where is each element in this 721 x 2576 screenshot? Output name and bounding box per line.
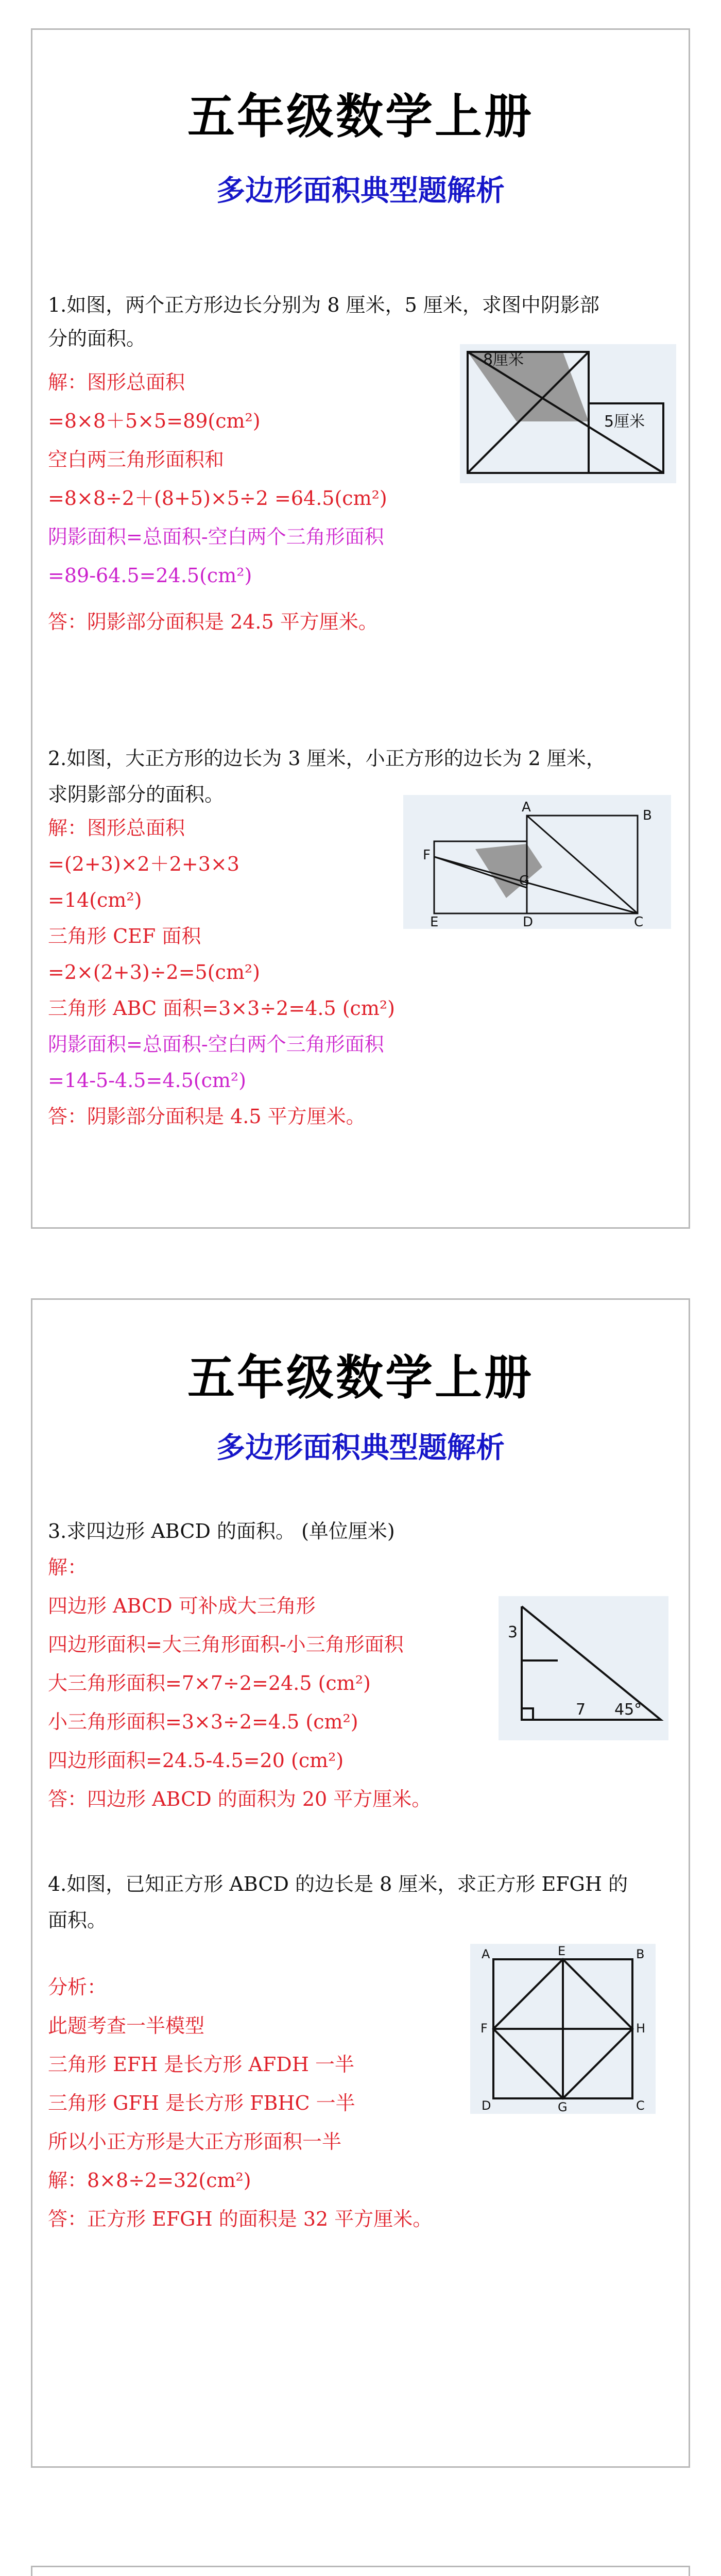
solution-line: 空白两三角形面积和	[48, 448, 225, 471]
solution-line: =89-64.5=24.5(cm²)	[48, 564, 252, 587]
solution-line: 阴影面积=总面积-空白两个三角形面积	[48, 1033, 384, 1056]
figure-label: B	[636, 1947, 645, 1961]
figure-label: F	[423, 848, 431, 863]
problem-1-question: 分的面积。	[48, 327, 146, 350]
solution-line: 大三角形面积=7×7÷2=24.5 (cm²)	[48, 1672, 371, 1694]
figure-label: 7	[576, 1701, 586, 1719]
solution-line: 解：图形总面积	[48, 817, 185, 839]
problem-1-figure	[460, 344, 676, 483]
figure-label: 8厘米	[483, 351, 524, 369]
worksheet-page-2	[31, 1298, 690, 2468]
solution-line: 所以小正方形是大正方形面积一半	[48, 2130, 342, 2153]
solution-line: 小三角形面积=3×3÷2=4.5 (cm²)	[48, 1710, 358, 1733]
figure-label: C	[634, 914, 644, 929]
figure-label: A	[522, 800, 531, 815]
solution-line: =14-5-4.5=4.5(cm²)	[48, 1069, 246, 1092]
answer-line: 答：阴影部分面积是 24.5 平方厘米。	[48, 611, 378, 633]
figure-label: G	[558, 2100, 568, 2114]
worksheet-page-3	[31, 2566, 690, 2576]
figure-label: D	[482, 2098, 491, 2113]
solution-line: 四边形 ABCD 可补成大三角形	[48, 1595, 316, 1617]
solution-line: 解：图形总面积	[48, 371, 185, 394]
problem-4-question: 4.如图，已知正方形 ABCD 的边长是 8 厘米，求正方形 EFGH 的	[48, 1873, 628, 1895]
solution-line: 解：8×8÷2=32(cm²)	[48, 2169, 251, 2192]
solution-line: 四边形面积=大三角形面积-小三角形面积	[48, 1633, 404, 1656]
figure-label: C	[636, 2098, 645, 2113]
answer-line: 答：正方形 EFGH 的面积是 32 平方厘米。	[48, 2208, 433, 2230]
figure-label: E	[430, 914, 439, 929]
page-subtitle: 多边形面积典型题解析	[216, 1431, 505, 1465]
solution-line: 阴影面积=总面积-空白两个三角形面积	[48, 526, 384, 548]
solution-line: =8×8÷2＋(8+5)×5÷2 =64.5(cm²)	[48, 487, 387, 510]
page-title: 五年级数学上册	[187, 89, 534, 144]
solution-line: =(2+3)×2＋2+3×3	[48, 853, 239, 875]
figure-label: 45°	[614, 1701, 642, 1719]
solution-line: 四边形面积=24.5-4.5=20 (cm²)	[48, 1749, 344, 1772]
problem-3-question: 3.求四边形 ABCD 的面积。 (单位厘米)	[48, 1520, 395, 1543]
problem-3-figure	[499, 1596, 668, 1740]
problem-2-question: 2.如图，大正方形的边长为 3 厘米，小正方形的边长为 2 厘米，	[48, 747, 606, 770]
page-subtitle: 多边形面积典型题解析	[216, 174, 505, 208]
solution-line: 此题考查一半模型	[48, 2014, 205, 2037]
figure-label: F	[480, 2021, 488, 2036]
figure-label: A	[482, 1947, 490, 1961]
problem-2-question: 求阴影部分的面积。	[48, 783, 225, 806]
solution-line: 三角形 ABC 面积=3×3÷2=4.5 (cm²)	[48, 997, 395, 1020]
solution-line: =8×8＋5×5=89(cm²)	[48, 410, 261, 432]
solution-line: 三角形 EFH 是长方形 AFDH 一半	[48, 2053, 354, 2076]
figure-label: B	[643, 808, 652, 823]
answer-line: 答：四边形 ABCD 的面积为 20 平方厘米。	[48, 1788, 432, 1810]
figure-label: H	[636, 2021, 646, 2036]
solution-line: =2×(2+3)÷2=5(cm²)	[48, 961, 260, 984]
figure-label: D	[523, 914, 534, 929]
problem-4-figure	[470, 1944, 656, 2114]
solution-line: 三角形 CEF 面积	[48, 925, 201, 947]
problem-1-question: 1.如图，两个正方形边长分别为 8 厘米，5 厘米，求图中阴影部	[48, 294, 599, 316]
page-title: 五年级数学上册	[187, 1350, 534, 1405]
solution-line: 解：	[48, 1556, 88, 1579]
solution-line: 三角形 GFH 是长方形 FBHC 一半	[48, 2092, 355, 2114]
figure-label: G	[519, 873, 530, 889]
figure-label: E	[558, 1944, 566, 1958]
solution-line: =14(cm²)	[48, 889, 142, 911]
worksheet-page-1	[31, 28, 690, 1229]
figure-label: 3	[508, 1623, 518, 1641]
answer-line: 答：阴影部分面积是 4.5 平方厘米。	[48, 1105, 366, 1128]
figure-label: 5厘米	[604, 413, 645, 431]
problem-2-figure	[403, 795, 671, 929]
solution-line: 分析：	[48, 1976, 107, 1998]
problem-4-question: 面积。	[48, 1909, 107, 1931]
